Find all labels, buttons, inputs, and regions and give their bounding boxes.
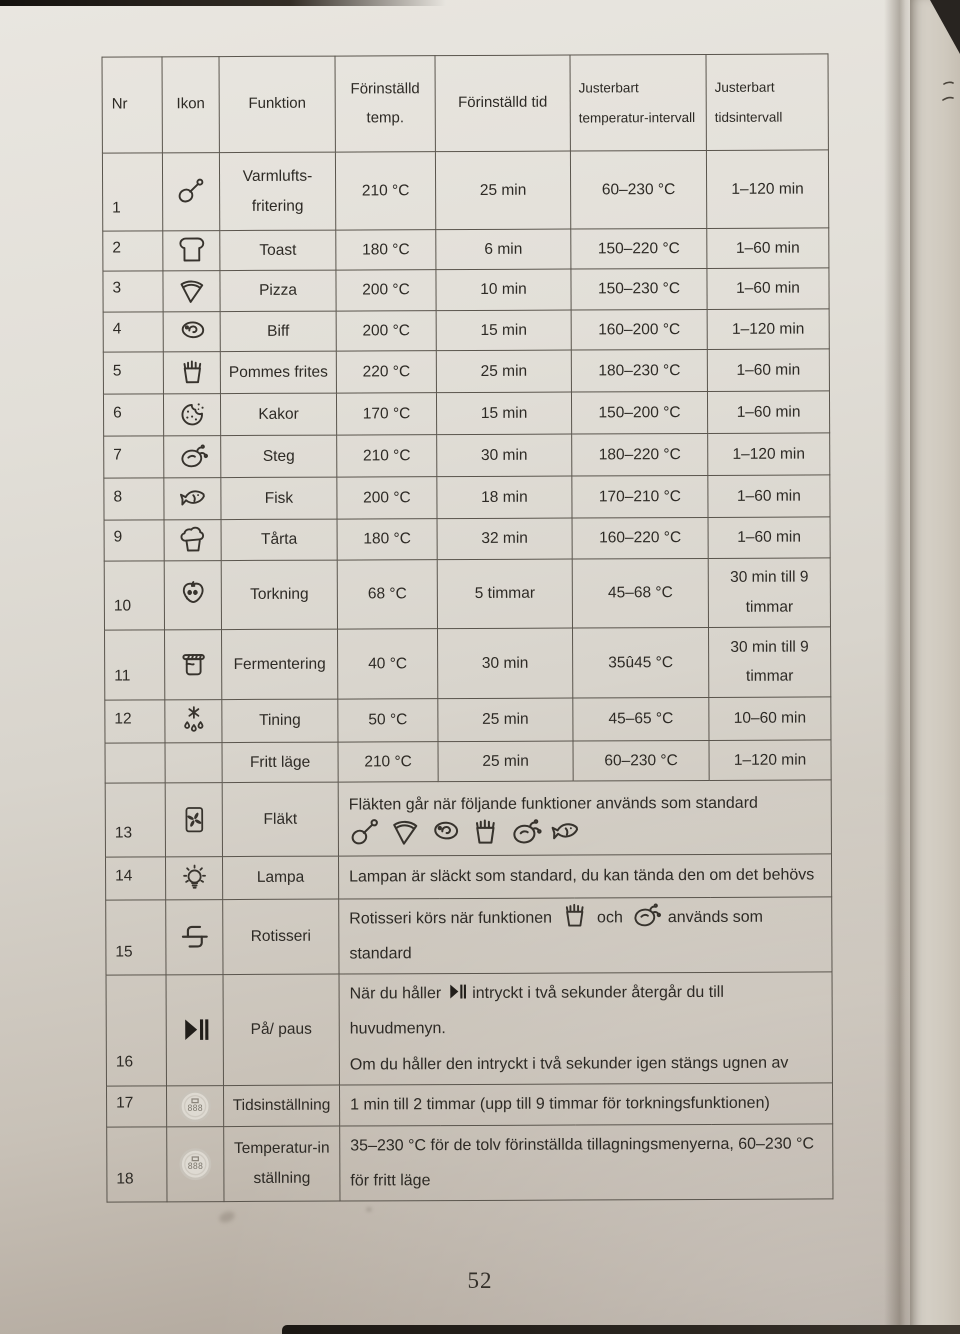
cell-icon bbox=[166, 899, 223, 975]
temp-display-icon bbox=[177, 1146, 213, 1182]
cell-tid-interval: 30 min till 9 timmar bbox=[708, 558, 830, 628]
cell-tid-interval: 30 min till 9 timmar bbox=[708, 627, 830, 698]
table-row bbox=[104, 475, 830, 520]
column-header-nr: Nr bbox=[102, 57, 162, 153]
cell-nr: 9 bbox=[104, 520, 164, 561]
cell-tid: 5 timmar bbox=[437, 559, 572, 629]
cell-tid-interval: 1–120 min bbox=[706, 150, 828, 229]
drumstick-icon bbox=[176, 176, 207, 207]
cell-icon bbox=[165, 782, 222, 856]
defrost-icon bbox=[178, 705, 209, 736]
cell-temp-interval: 60–230 °C bbox=[573, 740, 709, 781]
cell-temp-interval: 35û45 °C bbox=[572, 627, 708, 698]
cell-funktion: Pizza bbox=[220, 271, 336, 312]
cell-tid-interval: 1–120 min bbox=[707, 309, 829, 350]
fries-icon bbox=[559, 900, 590, 931]
pizza-icon bbox=[176, 276, 207, 307]
cell-tid: 10 min bbox=[436, 269, 571, 310]
cell-funktion: Tining bbox=[222, 699, 338, 743]
cell-temp-interval: 170–210 °C bbox=[572, 476, 708, 519]
timer-display-icon bbox=[177, 1088, 213, 1124]
cell-temp-interval: 150–220 °C bbox=[571, 228, 707, 269]
cell-icon bbox=[165, 742, 222, 782]
cell-tid: 25 min bbox=[436, 350, 571, 393]
cell-icon bbox=[163, 271, 220, 312]
table-row-tidsinstallning bbox=[106, 1083, 832, 1127]
cell-funktion: Fritt läge bbox=[222, 742, 338, 783]
column-header-temp: Förinställd temp. bbox=[335, 56, 435, 152]
cell-temp: 200 °C bbox=[337, 477, 437, 519]
column-header-tid: Förinställd tid bbox=[435, 55, 570, 152]
description-text: Rotisseri körs när funktionen bbox=[349, 909, 553, 928]
table-row bbox=[103, 268, 829, 312]
cell-nr: 18 bbox=[107, 1127, 167, 1203]
cell-nr: 4 bbox=[103, 312, 163, 353]
fish-icon bbox=[549, 816, 582, 849]
cell-temp: 40 °C bbox=[338, 628, 438, 698]
description-text: och bbox=[596, 909, 623, 927]
lightbulb-icon bbox=[179, 862, 210, 893]
cell-description: 1 min till 2 timmar (upp till 9 timmar för torkningsfunktionen) bbox=[339, 1083, 832, 1126]
cell-tid-interval: 1–60 min bbox=[707, 228, 829, 269]
cookie-icon bbox=[177, 399, 208, 430]
table-row-rotisseri bbox=[106, 897, 832, 976]
cell-temp: 180 °C bbox=[336, 230, 436, 271]
cell-nr: 8 bbox=[104, 478, 164, 520]
cell-icon bbox=[165, 699, 222, 742]
roast-icon bbox=[509, 816, 542, 849]
cell-funktion: Biff bbox=[220, 311, 336, 352]
table-row bbox=[104, 433, 830, 478]
cell-description bbox=[339, 972, 832, 1085]
pizza-icon bbox=[389, 817, 422, 850]
cell-funktion: Fläkt bbox=[222, 782, 338, 857]
cell-temp: 170 °C bbox=[336, 393, 436, 435]
cell-temp: 180 °C bbox=[337, 519, 437, 560]
cell-temp-interval: 60–230 °C bbox=[570, 150, 706, 229]
cell-funktion: Steg bbox=[221, 435, 337, 478]
cell-icon bbox=[163, 231, 220, 272]
rotisserie-icon bbox=[179, 922, 210, 953]
jar-icon bbox=[178, 649, 209, 680]
cell-tid-interval: 1–60 min bbox=[707, 268, 829, 309]
cell-description: Lampan är släckt som standard, du kan tända den om det behövs bbox=[338, 854, 831, 899]
table-row bbox=[104, 517, 830, 561]
cell-icon bbox=[165, 856, 222, 899]
table-row bbox=[104, 558, 830, 630]
cell-icon bbox=[162, 153, 219, 231]
cell-tid: 30 min bbox=[437, 434, 572, 477]
steak-icon bbox=[429, 816, 462, 849]
table-row-temperaturinstallning bbox=[107, 1124, 833, 1203]
fish-icon bbox=[177, 483, 208, 514]
cell-tid-interval: 1–60 min bbox=[708, 517, 830, 558]
cell-icon bbox=[166, 1085, 223, 1126]
cell-temp-interval: 150–200 °C bbox=[571, 392, 707, 435]
cell-tid: 32 min bbox=[437, 518, 572, 559]
cell-nr: 10 bbox=[104, 561, 164, 630]
cell-tid: 25 min bbox=[435, 151, 570, 230]
cell-nr: 15 bbox=[106, 900, 166, 976]
photo-dark-top-edge bbox=[0, 0, 446, 6]
paper-smudge bbox=[366, 1207, 372, 1212]
cell-nr: 12 bbox=[105, 700, 165, 743]
cell-tid-interval: 1–60 min bbox=[708, 475, 830, 518]
cell-funktion: Torkning bbox=[221, 560, 337, 630]
cell-description bbox=[339, 897, 832, 975]
cell-tid: 15 min bbox=[436, 310, 571, 351]
table-row bbox=[102, 150, 828, 231]
cell-nr bbox=[105, 743, 165, 783]
cell-temp: 68 °C bbox=[337, 559, 437, 628]
paper-smudge bbox=[218, 1210, 236, 1225]
cell-icon bbox=[164, 520, 221, 561]
cell-tid-interval: 10–60 min bbox=[709, 697, 831, 741]
oven-function-table bbox=[102, 53, 834, 1202]
cell-icon bbox=[166, 975, 223, 1086]
cell-nr: 6 bbox=[103, 394, 163, 436]
cell-description: 35–230 °C för de tolv förinställda tillagningsmenyerna, 60–230 °C för fritt läge bbox=[340, 1124, 833, 1202]
cell-temp-interval: 160–200 °C bbox=[571, 309, 707, 350]
drumstick-icon bbox=[349, 817, 382, 850]
cell-temp: 210 °C bbox=[335, 152, 435, 230]
column-header-ikon: Ikon bbox=[162, 57, 219, 153]
table-row bbox=[103, 228, 829, 272]
cell-tid: 30 min bbox=[438, 628, 573, 699]
cell-funktion: Toast bbox=[220, 230, 336, 271]
cell-nr: 1 bbox=[102, 153, 162, 231]
cell-icon bbox=[163, 352, 220, 394]
table-row-pa-paus bbox=[106, 972, 832, 1086]
column-header-tid-interval: Justerbart tidsintervall bbox=[706, 54, 828, 151]
play-pause-icon bbox=[179, 1015, 210, 1046]
cell-icon bbox=[165, 629, 222, 699]
photo-dark-bottom-edge bbox=[282, 1325, 960, 1334]
cell-funktion: Tårta bbox=[221, 519, 337, 560]
cell-temp-interval: 180–230 °C bbox=[571, 350, 707, 393]
cell-funktion: Varmlufts-fritering bbox=[219, 152, 335, 231]
column-header-temp-interval: Justerbart temperatur-intervall bbox=[570, 54, 706, 151]
cell-tid-interval: 1–60 min bbox=[707, 391, 829, 434]
description-text: Fläkten går när följande funktioner används som standard bbox=[348, 794, 758, 814]
cell-tid: 18 min bbox=[437, 476, 572, 519]
page-number: 52 bbox=[467, 1268, 493, 1293]
cell-tid-interval: 1–120 min bbox=[708, 433, 830, 476]
next-page-text-fragment bbox=[940, 78, 954, 120]
cell-icon bbox=[164, 478, 221, 520]
cell-icon bbox=[164, 560, 221, 629]
table-row bbox=[103, 349, 829, 394]
cell-funktion: Tidsinställning bbox=[223, 1085, 339, 1127]
cell-temp: 210 °C bbox=[338, 741, 438, 781]
cell-nr: 13 bbox=[105, 783, 165, 857]
table-row bbox=[103, 309, 829, 353]
roast-icon bbox=[177, 441, 208, 472]
cell-icon bbox=[163, 311, 220, 352]
description-line-2: Om du håller den intryckt i två sekunder igen stängs ugnen av bbox=[349, 1054, 789, 1074]
steak-icon bbox=[176, 316, 207, 347]
cell-nr: 5 bbox=[103, 352, 163, 394]
cell-description bbox=[338, 780, 831, 856]
next-page-edge bbox=[910, 0, 960, 1334]
cell-tid-interval: 1–60 min bbox=[707, 349, 829, 392]
cell-nr: 2 bbox=[103, 231, 163, 272]
header-row bbox=[102, 54, 828, 153]
cell-funktion: Fisk bbox=[221, 477, 337, 520]
cell-funktion: Fermentering bbox=[222, 629, 338, 700]
cell-tid: 15 min bbox=[436, 392, 571, 435]
cell-temp: 210 °C bbox=[337, 435, 437, 477]
fries-icon bbox=[469, 816, 502, 849]
cell-funktion: Pommes frites bbox=[220, 351, 336, 394]
cell-nr: 16 bbox=[106, 975, 166, 1086]
play-pause-icon bbox=[446, 981, 467, 1002]
cell-temp: 200 °C bbox=[336, 270, 436, 311]
cake-icon bbox=[177, 525, 208, 556]
cell-tid: 6 min bbox=[436, 229, 571, 270]
cell-nr: 17 bbox=[106, 1086, 166, 1127]
table-row-lampa bbox=[105, 854, 831, 900]
fan-icon bbox=[178, 804, 209, 835]
cell-temp: 50 °C bbox=[338, 698, 438, 741]
cell-temp-interval: 160–220 °C bbox=[572, 518, 708, 559]
column-header-funktion: Funktion bbox=[219, 56, 335, 153]
cell-tid-interval: 1–120 min bbox=[709, 740, 831, 781]
table-row bbox=[103, 391, 829, 436]
cell-icon bbox=[163, 394, 220, 436]
toast-icon bbox=[176, 235, 207, 266]
cell-temp-interval: 150–230 °C bbox=[571, 269, 707, 310]
cell-nr: 7 bbox=[104, 436, 164, 478]
cell-funktion: Kakor bbox=[220, 393, 336, 436]
cell-temp-interval: 45–65 °C bbox=[573, 697, 709, 741]
roast-icon bbox=[630, 900, 661, 931]
cell-nr: 14 bbox=[105, 857, 165, 900]
cell-icon bbox=[167, 1126, 224, 1202]
page-seam-shadow bbox=[884, 0, 914, 1334]
cell-temp: 200 °C bbox=[336, 311, 436, 352]
cell-temp: 220 °C bbox=[336, 351, 436, 393]
cell-tid: 25 min bbox=[438, 741, 573, 782]
table-row bbox=[105, 697, 831, 743]
cell-icon bbox=[164, 436, 221, 478]
cell-funktion: Rotisseri bbox=[223, 899, 339, 975]
fries-icon bbox=[176, 357, 207, 388]
description-line-1: När du håller intryckt i två sekunder återgår du till huvudmenyn. bbox=[350, 975, 824, 1047]
cell-temp-interval: 45–68 °C bbox=[572, 558, 708, 628]
cell-funktion: Lampa bbox=[222, 856, 338, 900]
cell-funktion: Temperatur-in ställning bbox=[224, 1126, 340, 1202]
cell-nr: 11 bbox=[105, 630, 165, 700]
table-row-flakt bbox=[105, 780, 831, 857]
cell-tid: 25 min bbox=[438, 698, 573, 742]
table-row-fritt-lage bbox=[105, 740, 831, 783]
apple-icon bbox=[177, 579, 208, 610]
cell-nr: 3 bbox=[103, 271, 163, 312]
cell-funktion: På/ paus bbox=[223, 974, 339, 1085]
description-text: används som standard bbox=[349, 908, 764, 963]
cell-temp-interval: 180–220 °C bbox=[572, 434, 708, 477]
table-row bbox=[105, 627, 831, 700]
